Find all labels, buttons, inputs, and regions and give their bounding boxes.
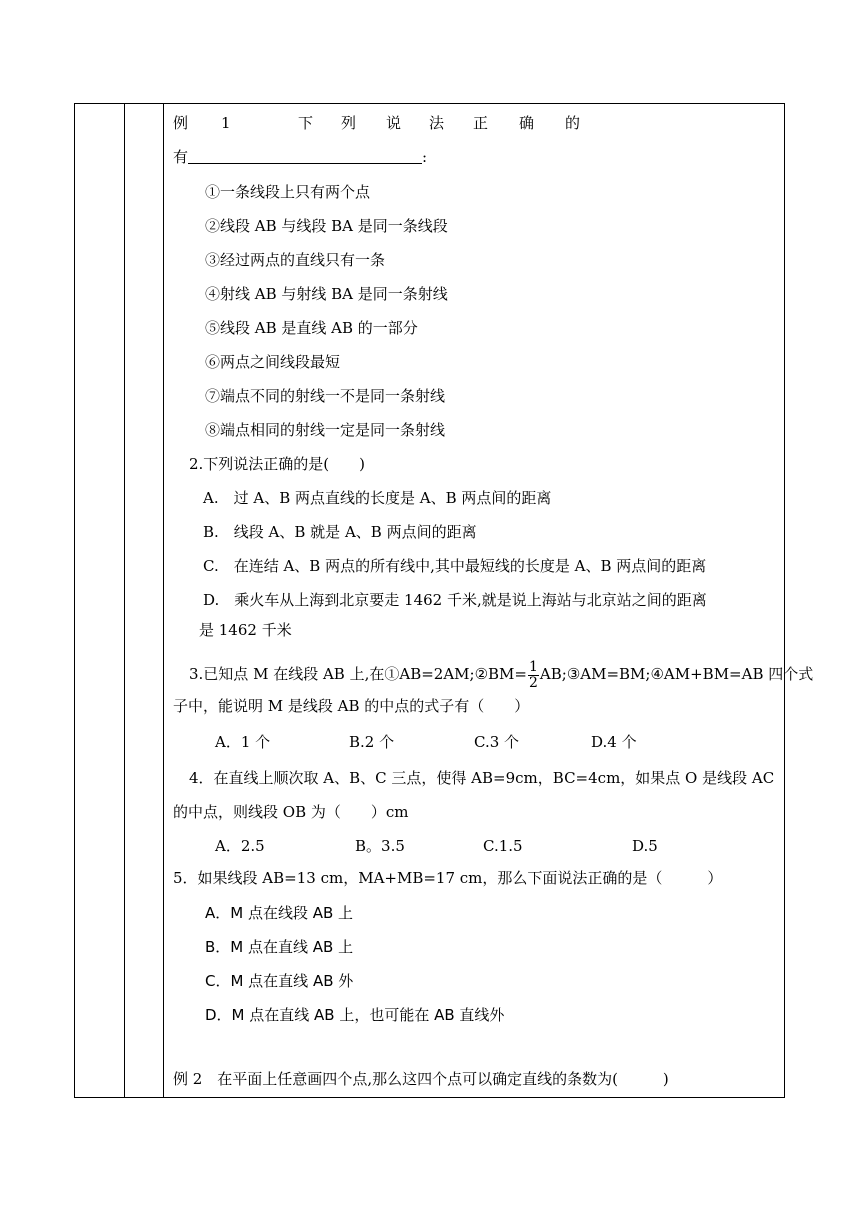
statement-1: ①一条线段上只有两个点 <box>205 183 371 201</box>
heading-char: 说 <box>386 114 402 132</box>
answer-blank[interactable] <box>188 147 422 164</box>
q2-option-d-continued: 是 1462 千米 <box>199 621 292 639</box>
q4-stem-line2: 的中点，则线段 OB 为（ ）cm <box>173 803 409 821</box>
q2-option-b: B. 线段 A、B 就是 A、B 两点间的距离 <box>203 523 477 541</box>
q4-option-b: B。3.5 <box>355 837 405 855</box>
heading-char: 正 <box>473 114 489 132</box>
q4-option-a: A．2.5 <box>215 837 265 855</box>
answer-prefix: 有 <box>173 148 189 166</box>
example1-answer-line <box>173 147 427 167</box>
example2-text: 例 2 在平面上任意画四个点,那么这四个点可以确定直线的条数为( ) <box>173 1070 669 1088</box>
q5-option-b: B．M 点在直线 AB 上 <box>205 938 354 956</box>
heading-char: 的 <box>565 114 581 132</box>
statement-2: ②线段 AB 与线段 BA 是同一条线段 <box>205 217 448 235</box>
column-divider-1 <box>124 104 125 1097</box>
q5-option-d: D．M 点在直线 AB 上，也可能在 AB 直线外 <box>205 1006 505 1024</box>
heading-char: 例 <box>173 114 189 132</box>
statement-7: ⑦端点不同的射线一不是同一条射线 <box>205 387 446 405</box>
q2-stem: 2.下列说法正确的是( ) <box>189 455 366 473</box>
q5-option-a: A．M 点在线段 AB 上 <box>205 904 354 922</box>
statement-3: ③经过两点的直线只有一条 <box>205 251 386 269</box>
q4-stem: 4．在直线上顺次取 A、B、C 三点，使得 AB=9cm，BC=4cm，如果点 O 是线段 AC <box>189 769 775 787</box>
heading-char: 法 <box>429 114 445 132</box>
q4-option-d: D.5 <box>632 837 658 855</box>
q3-stem-part1: 3.已知点 M 在线段 AB 上,在①AB=2AM;②BM= <box>189 665 527 683</box>
statement-8: ⑧端点相同的射线一定是同一条射线 <box>205 421 446 439</box>
heading-char: 下 <box>298 114 314 132</box>
q3-stem-part2: AB;③AM=BM;④AM+BM=AB 四个式 <box>539 665 814 683</box>
q2-option-d: D. 乘火车从上海到北京要走 1462 千米,就是说上海站与北京站之间的距离 <box>203 591 707 609</box>
statement-6: ⑥两点之间线段最短 <box>205 353 341 371</box>
q3-option-c: C.3 个 <box>474 733 520 751</box>
q5-option-c: C．M 点在直线 AB 外 <box>205 972 354 990</box>
q3-stem-line2: 子中，能说明 M 是线段 AB 的中点的式子有（ ） <box>173 697 530 715</box>
q3-option-a: A．1 个 <box>215 733 271 751</box>
one-half-fraction <box>528 660 539 691</box>
q5-stem: 5．如果线段 AB=13 cm，MA+MB=17 cm，那么下面说法正确的是（ ） <box>173 869 723 887</box>
heading-char: 确 <box>519 114 535 132</box>
statement-4: ④射线 AB 与射线 BA 是同一条射线 <box>205 285 448 303</box>
q3-stem <box>189 656 813 692</box>
q3-option-b: B.2 个 <box>349 733 395 751</box>
q2-option-c: C. 在连结 A、B 两点的所有线中,其中最短线的长度是 A、B 两点间的距离 <box>203 557 707 575</box>
heading-char: 列 <box>341 114 357 132</box>
q2-option-a: A. 过 A、B 两点直线的长度是 A、B 两点间的距离 <box>203 489 552 507</box>
fraction-numerator: 1 <box>528 658 538 675</box>
heading-char: 1 <box>221 114 231 132</box>
q3-option-d: D.4 个 <box>591 733 637 751</box>
answer-suffix: : <box>422 148 428 166</box>
q4-option-c: C.1.5 <box>483 837 523 855</box>
statement-5: ⑤线段 AB 是直线 AB 的一部分 <box>205 319 418 337</box>
fraction-denominator: 2 <box>528 674 538 691</box>
content-cell <box>163 103 814 1098</box>
